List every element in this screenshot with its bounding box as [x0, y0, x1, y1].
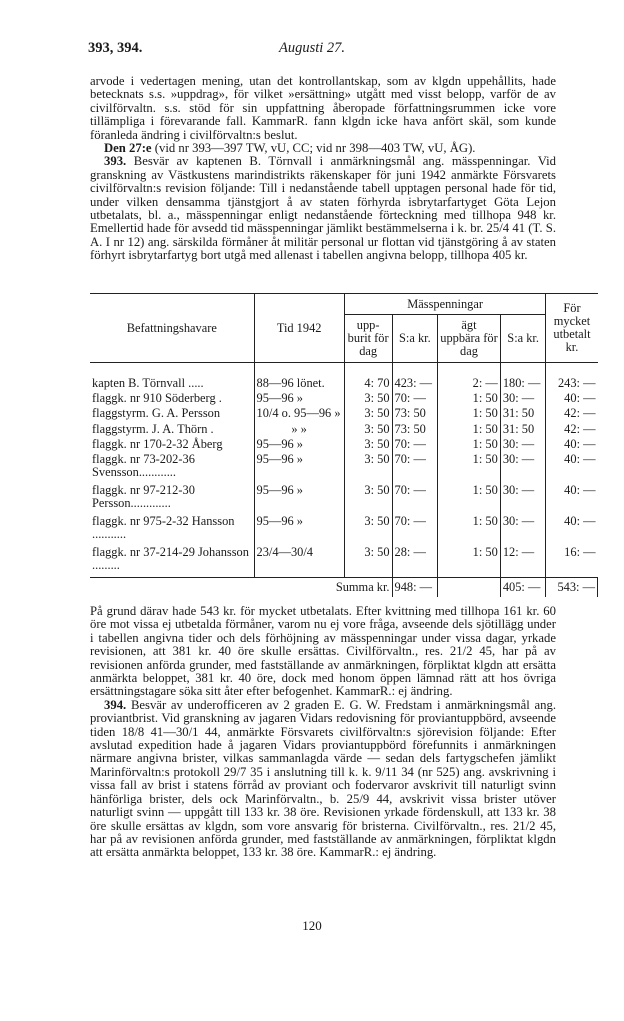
intro-text: arvode i vedertagen mening, utan det kontrollantskap, som av klgdn uppehållits, hade betecknats s.s. »uppdrag», för vilket »ersättning» utgått med visst belopp, varför de av civilförvaltn. s.s. stöd för sin uppfattning åberopade författningsrummen icke vore tillämpliga i förevarande fall. KammarR. fann klgdn icke hava anfört skäl, som kunde föranleda ändring i civilförvaltn:s beslut. [90, 74, 556, 142]
after-table-section [90, 605, 556, 860]
summa-for: 543: — [546, 577, 598, 597]
col-agt: ägt uppbära för dag [438, 315, 501, 363]
case-394-label: 394. [104, 697, 127, 712]
table-row: flaggk. nr 910 Söderberg . 95—96 » 3: 50 70: — 1: 50 30: — 40: — [90, 392, 598, 407]
case-394 [90, 699, 556, 860]
summa-row [90, 577, 598, 597]
case-394-text: Besvär av underofficeren av 2 graden E. G. W. Fredstam i anmärkningsmål ang. proviantbrist. Vid granskning av jagaren Vidars redovisning för proviantuppbörd, avseende tiden 18/8 41—30/1 44, anmärkte Försvarets civilförvaltn:s sjörevision följande: Efter avslutad expedition hade å jagaren Vidars proviantuppbörd förefunnits i anmärkningen närmare angivna brister, vilkas sammanlagda värde — sedan dels fartygschefen jämlikt Marinförvaltn:s protokoll 29/7 35 i anslutning till k. k. 9/11 34 (nr 525) ang. avskrivning i vissa fall av brist i statens förråd av proviant och fodervaror avskrivit till naturligt svinn hänförliga brister, dels ock Marinförvaltn., b. 25/9 44, avskrivit vissa brister utöver naturligt svinn — uppgått till 133 kr. 38 öre. Revisionen yrkade fördenskull, att 133 kr. 38 öre skulle ersättas av klgdn, som vore ansvarig för bristerna. Civilförvaltn., res. 21/2 45, har på av revisionen anförda grunder, med fastställande av anmärkningen, förpliktat klgdn att ersätta anmärkta beloppet, 133 kr. 38 öre. KammarR.: ej ändring. [90, 697, 556, 860]
running-title: Augusti 27. [278, 40, 346, 56]
col-tid: Tid 1942 [254, 294, 344, 363]
table-row: kapten B. Törnvall ..... 88—96 lönet. 4: 70 423: — 2: — 180: — 243: — [90, 377, 598, 392]
case-393-label: 393. [104, 154, 127, 169]
intro-paragraph [90, 75, 556, 263]
case-393 [90, 155, 556, 262]
after-table-text: På grund därav hade 543 kr. för mycket utbetalats. Efter kvittning med tillhopa 161 kr. 60 öre mot vissa ej utbetalda förmåner, varom nu ej vore fråga, avseende dels sjötillägg under i tabellen angivna tider och dels förhöjning av mässpenningar under vissa dagar, yrkade revisionen, att 381 kr. 40 öre skulle ersättas. Civilförvaltn., res. 21/2 45, har på av revisionen anförda grunder, med fastställande av anmärkningen, förpliktat klgdn att ersätta anmärkta beloppet, 381 kr. 40 öre, dock med honom öppen lämnad rätt att hos övriga ersättningstagare söka sitt åter efter befogenhet. KammarR.: ej ändring. [90, 604, 556, 699]
col-sakr1: S:a kr. [392, 315, 438, 363]
table-row: flaggk. nr 73-202-36 Svensson............ 95—96 » 3: 50 70: — 1: 50 30: — 40: — [90, 453, 598, 484]
summa-sa1: 948: — [392, 577, 438, 597]
table-row: flaggstyrm. J. A. Thörn . » » 3: 50 73: 50 1: 50 31: 50 42: — [90, 423, 598, 438]
table-row: flaggk. nr 170-2-32 Åberg 95—96 » 3: 50 70: — 1: 50 30: — 40: — [90, 438, 598, 453]
den27-line [90, 142, 556, 155]
mass-table [90, 293, 598, 597]
col-uppburit: upp- burit för dag [344, 315, 392, 363]
table-row: flaggstyrm. G. A. Persson 10/4 o. 95—96 » 3: 50 73: 50 1: 50 31: 50 42: — [90, 407, 598, 422]
table-row: flaggk. nr 975-2-32 Hansson ........... 95—96 » 3: 50 70: — 1: 50 30: — 40: — [90, 515, 598, 546]
summa-label: Summa kr. [335, 579, 390, 594]
page-numbers: 393, 394. [88, 40, 143, 56]
col-mass: Mässpenningar [344, 294, 546, 315]
summa-sa2: 405: — [500, 577, 546, 597]
den27-label: Den 27:e [104, 141, 152, 156]
col-befattning: Befattningshavare [90, 294, 254, 363]
table-row: flaggk. nr 37-214-29 Johansson ......... 23/4—30/4 3: 50 28: — 1: 50 12: — 16: — [90, 546, 598, 577]
case-393-text: Besvär av kaptenen B. Törnvall i anmärkningsmål ang. mässpenningar. Vid granskning av Västkustens marindistrikts räkenskaper för juni 1942 anmärkte Försvarets civilförvaltn:s revision följande: Till i nedanstående tabell upptagen personal hade för tid, under vilken densamma tjänstgjort å av staten förhyrda isbrytarfartyget Göta Lejon utbetalats, bl. a., mässpenningar enligt nedanstående förteckning med tillhopa 948 kr. Emellertid hade för avsedd tid mässpenningar jämlikt bestämmelserna i k. br. 25/4 41 (T. S. A. I nr 12) ang. särskilda förmåner åt militär personal ur flottan vid tjänstgöring å av staten förhyrt isbrytarfartyg bort utgå med allenast i tabellen angivna belopp, tillhopa 405 kr. [90, 154, 557, 263]
den27-text: (vid nr 393—397 TW, vU, CC; vid nr 398—403 TW, vU, ÅG). [154, 141, 476, 156]
col-sakr2: S:a kr. [500, 315, 546, 363]
page-footer-number: 120 [302, 918, 322, 933]
page-header [88, 40, 536, 58]
col-for: För mycket utbetalt kr. [546, 294, 598, 363]
table-row: flaggk. nr 97-212-30 Persson............. 95—96 » 3: 50 70: — 1: 50 30: — 40: — [90, 484, 598, 515]
